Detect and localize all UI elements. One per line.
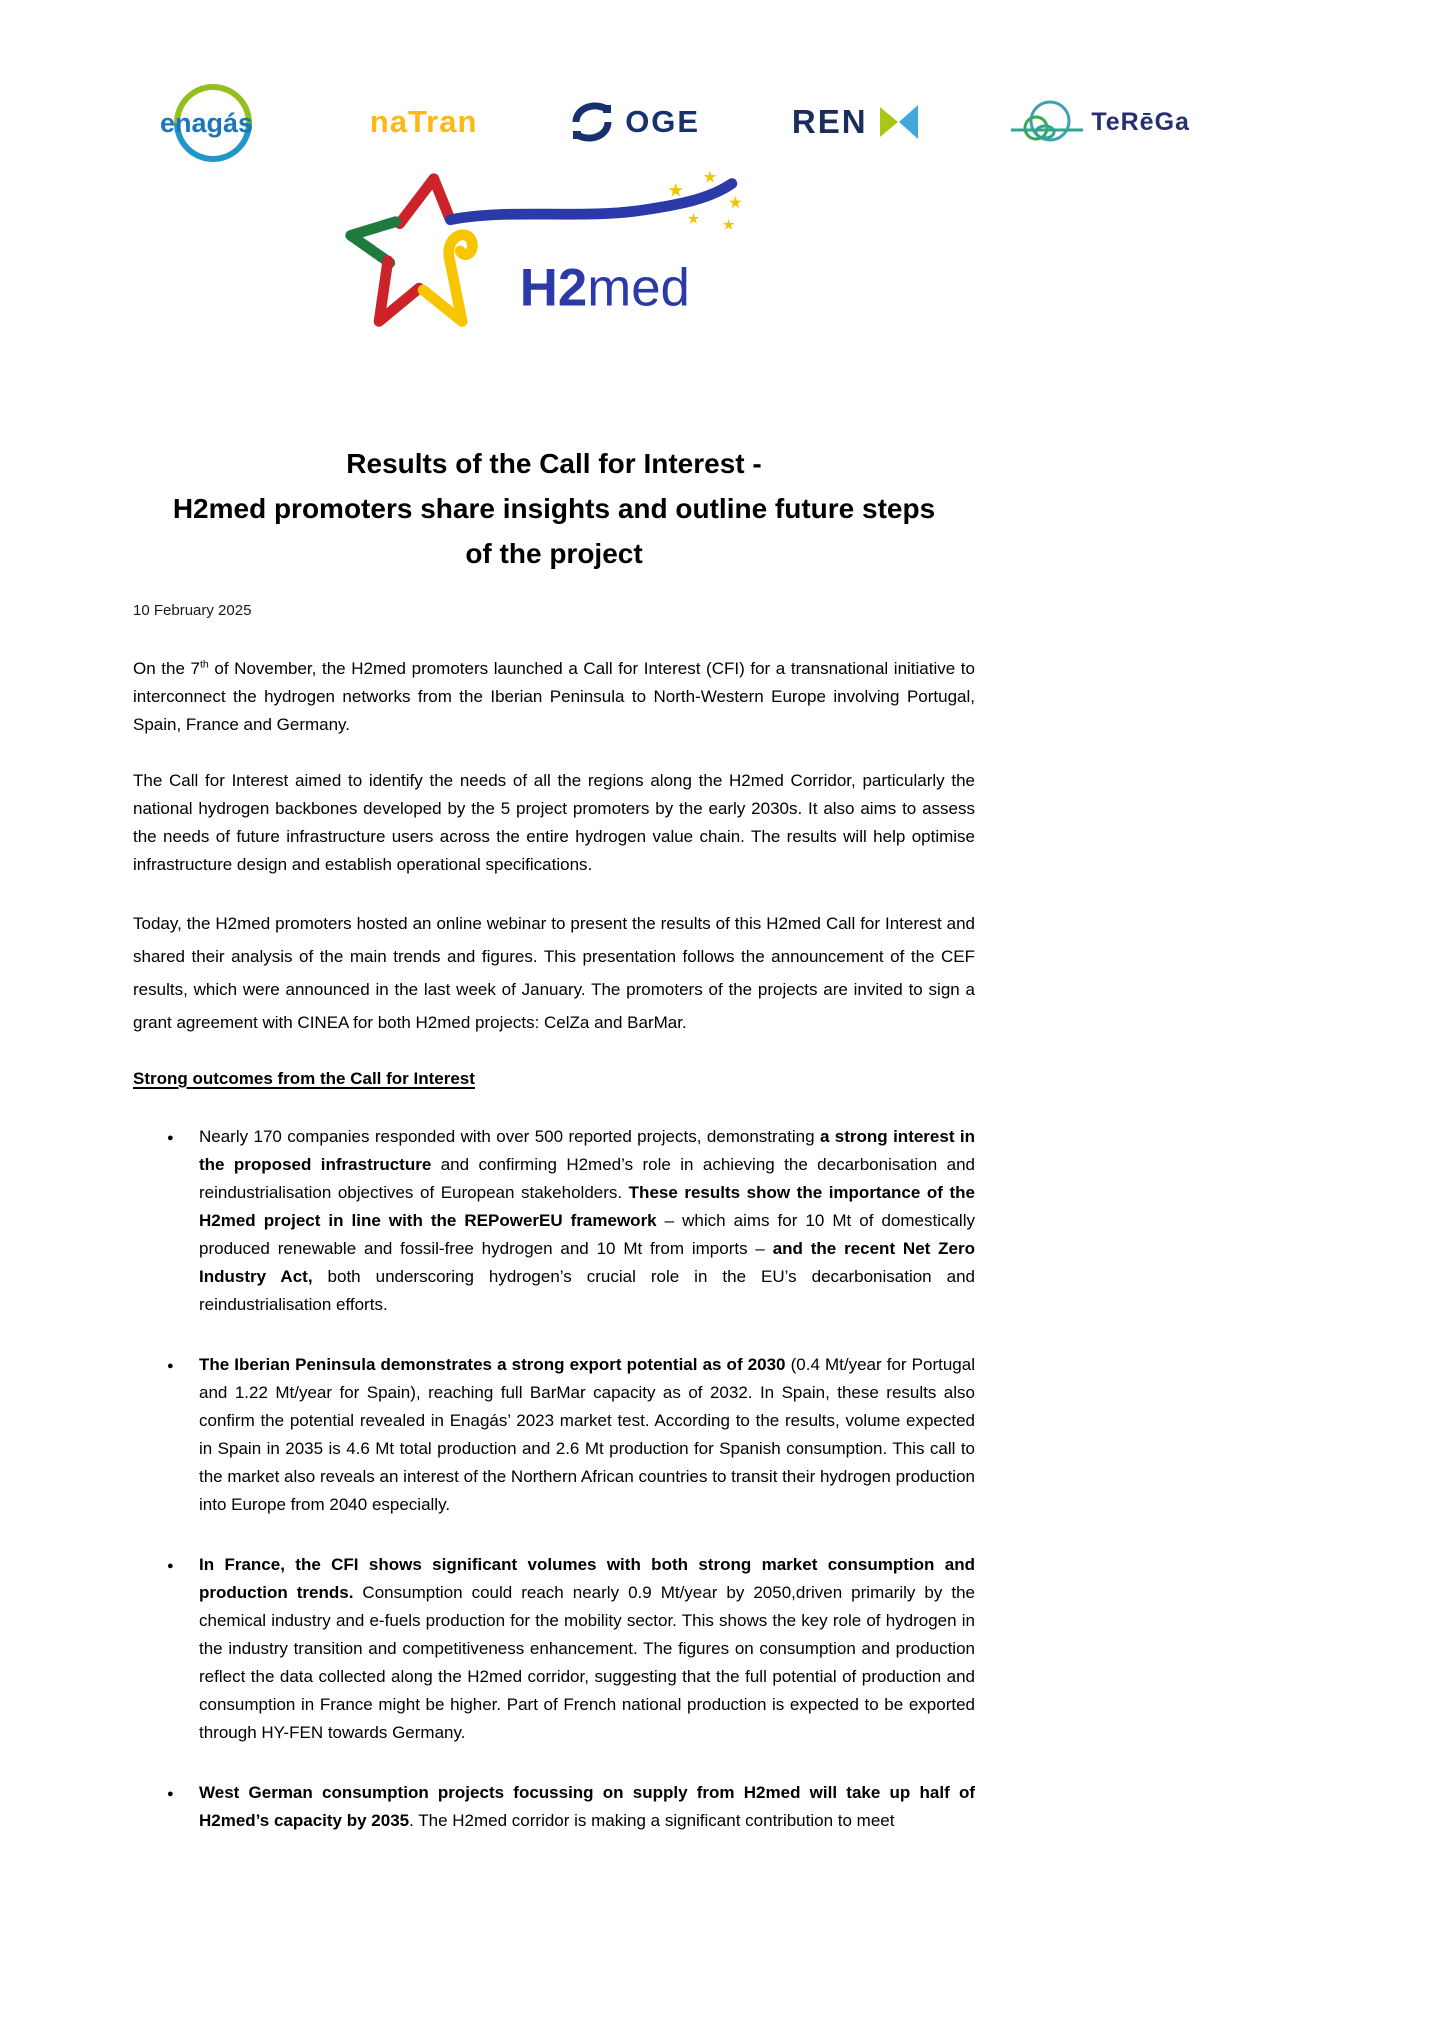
sparkle-star-icon: ★: [722, 217, 736, 234]
document-date: 10 February 2025: [133, 602, 252, 619]
document-content: [133, 168, 975, 1835]
h2med-logo: [133, 168, 975, 341]
enagas-wordmark: enagás: [160, 108, 254, 138]
bullet-item-west-germany: ● West German consumption projects focussing on supply from H2med will take up half of H2med’s capacity by 2035. The H2med corridor is making a significant contribution to meet: [133, 1779, 975, 1835]
bullet-item-iberian-peninsula: ● The Iberian Peninsula demonstrates a strong export potential as of 2030 (0.4 Mt/year for Portugal and 1.22 Mt/year for Spain), reaching full BarMar capacity as of 2032. In Spain, these results also confirm the potential revealed in Enagás’ 2023 market test. According to the results, volume expected in Spain in 2035 is 4.6 Mt total production and 2.6 Mt production for Spanish consumption. This call to the market also reveals an interest of the Northern African countries to transit their hydrogen production into Europe from 2040 especially.: [133, 1351, 975, 1519]
sparkle-star-icon: ★: [702, 168, 718, 187]
bullet-list: [133, 1123, 975, 1835]
bullet-item-companies: ● Nearly 170 companies responded with over 500 reported projects, demonstrating a strong interest in the proposed infrastructure and confirming H2med’s role in achieving the decarbonisation and reindustrialisation objectives of European stakeholders. These results show the importance of the H2med project in line with the REPowerEU framework – which aims for 10 Mt of domestically produced renewable and fossil-free hydrogen and 10 Mt from imports – and the recent Net Zero Industry Act, both underscoring hydrogen’s crucial role in the EU’s decarbonisation and reindustrialisation efforts.: [133, 1123, 975, 1319]
h2med-star-icon: [339, 168, 769, 336]
document-title: [133, 441, 975, 576]
oge-loop-icon: [569, 101, 615, 143]
oge-wordmark: OGE: [625, 104, 701, 139]
terega-wordmark: TeRēGa: [1091, 107, 1190, 136]
terega-logo: [1011, 94, 1190, 150]
section-heading: Strong outcomes from the Call for Interest: [133, 1069, 475, 1088]
bullet-item-france: ● In France, the CFI shows significant volumes with both strong market consumption and production trends. Consumption could reach nearly 0.9 Mt/year by 2050,driven primarily by the chemical industry and e-fuels production for the mobility sector. This shows the key role of hydrogen in the industry transition and competitiveness enhancement. The figures on consumption and production reflect the data collected along the H2med corridor, suggesting that the full potential of production and consumption in France might be higher. Part of French national production is expected to be exported through HY-FEN towards Germany.: [133, 1551, 975, 1747]
paragraph-webinar: Today, the H2med promoters hosted an online webinar to present the results of this H2med Call for Interest and shared their analysis of the main trends and figures. This presentation follows the announcement of the CEF results, which were announced in the last week of January. The promoters of the projects are invited to sign a grant agreement with CINEA for both H2med projects: CelZa and BarMar.: [133, 914, 975, 1032]
sparkle-star-icon: ★: [686, 211, 701, 228]
sparkle-star-icon: ★: [727, 193, 743, 213]
h2med-wordmark: H2med: [519, 258, 690, 318]
natran-logo: [370, 104, 478, 140]
oge-logo: [569, 101, 700, 143]
sparkle-star-icon: ★: [667, 179, 685, 201]
title-line-1: Results of the Call for Interest -: [346, 448, 762, 479]
paragraph-cfi-aim: The Call for Interest aimed to identify the needs of all the regions along the H2med Corridor, particularly the national hydrogen backbones developed by the 5 project promoters by the early 2030s. It also aims to assess the needs of future infrastructure users across the entire hydrogen value chain. The results will help optimise infrastructure design and establish operational specifications.: [133, 771, 975, 874]
title-line-2: H2med promoters share insights and outline future steps: [172, 493, 936, 524]
paragraph-intro: On the 7th of November, the H2med promoters launched a Call for Interest (CFI) for a transnational initiative to interconnect the hydrogen networks from the Iberian Peninsula to North-Western Europe involving Portugal, Spain, France and Germany.: [133, 658, 975, 734]
enagas-logo: [160, 82, 278, 162]
promoter-logos-row: [160, 82, 1190, 162]
natran-wordmark: naTran: [369, 104, 478, 139]
ren-bowtie-icon: [878, 104, 920, 140]
ren-logo: [792, 103, 920, 141]
title-line-3: of the project: [465, 538, 643, 569]
ren-wordmark: REN: [791, 103, 868, 140]
terega-globe-icon: [1011, 94, 1083, 150]
